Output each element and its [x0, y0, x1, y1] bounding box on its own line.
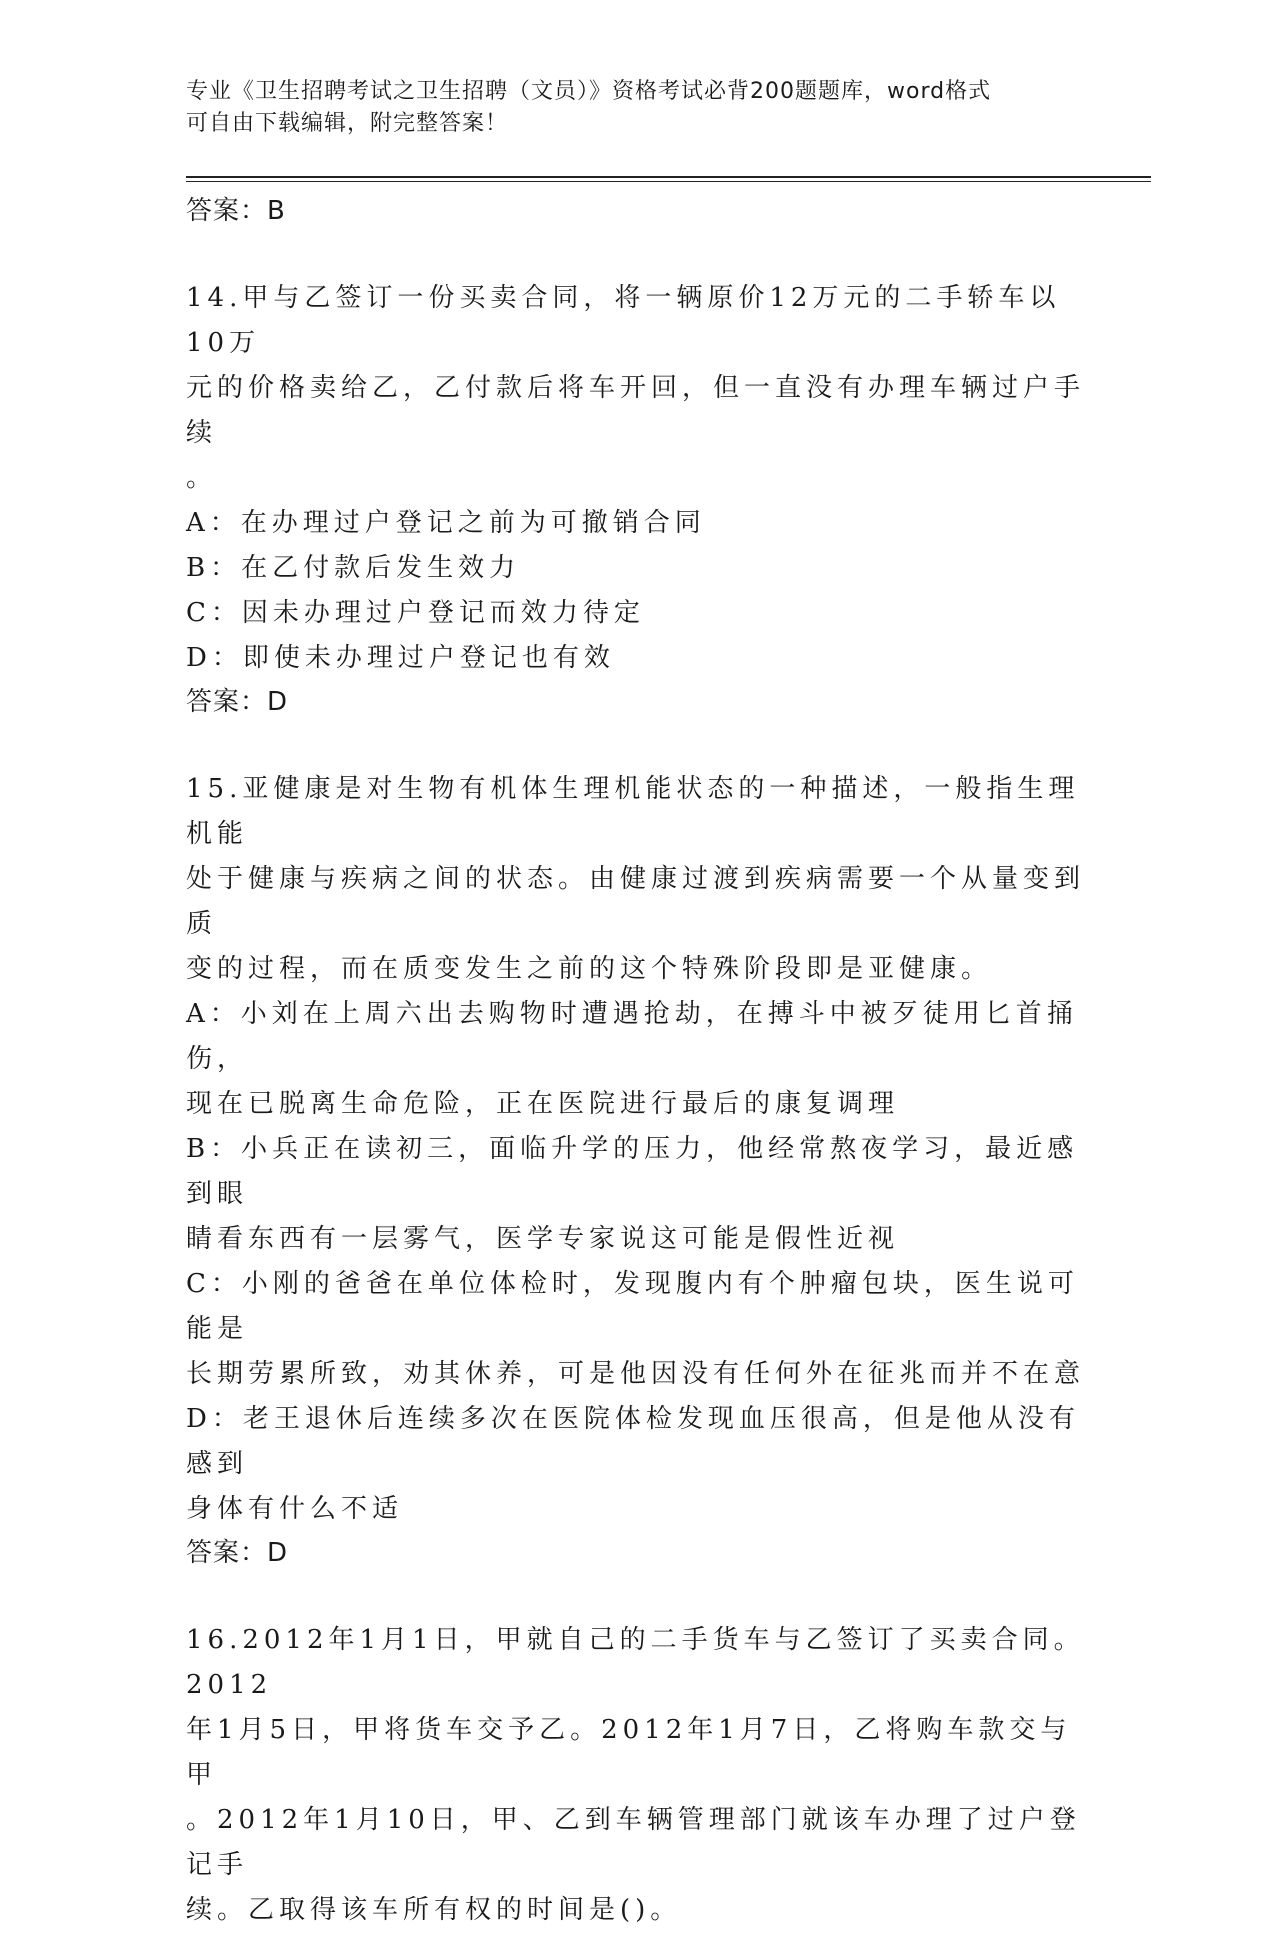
question-stem-line: 续。乙取得该车所有权的时间是()。 — [186, 1895, 682, 1925]
question-stem-line: 15.亚健康是对生物有机体生理机能状态的一种描述，一般指生理机能 — [186, 774, 1080, 849]
option-c-cont: 长期劳累所致，劝其休养，可是他因没有任何外在征兆而并不在意 — [186, 1359, 1086, 1389]
spacer — [186, 228, 1091, 276]
question-14 — [186, 276, 1091, 719]
header-rule — [186, 176, 1151, 178]
document-body — [186, 188, 1091, 1933]
question-stem-line: 变的过程，而在质变发生之前的这个特殊阶段即是亚健康。 — [186, 954, 993, 984]
answer: 答案：D — [186, 1538, 289, 1568]
option-b-cont: 睛看东西有一层雾气，医学专家说这可能是假性近视 — [186, 1224, 900, 1254]
question-stem-line: 。2012年1月10日，甲、乙到车辆管理部门就该车办理了过户登记手 — [186, 1805, 1081, 1880]
option-d: D：老王退休后连续多次在医院体检发现血压很高，但是他从没有感到 — [186, 1404, 1080, 1479]
question-stem-line: 年1月5日，甲将货车交予乙。2012年1月7日，乙将购车款交与甲 — [186, 1715, 1072, 1790]
previous-answer: 答案：B — [186, 196, 286, 226]
question-stem-line: 。 — [186, 463, 218, 493]
option-b: B：小兵正在读初三，面临升学的压力，他经常熬夜学习，最近感到眼 — [186, 1134, 1079, 1209]
option-d: D：即使未办理过户登记也有效 — [186, 643, 615, 673]
option-d-cont: 身体有什么不适 — [186, 1494, 404, 1524]
question-stem-line: 14.甲与乙签订一份买卖合同，将一辆原价12万元的二手轿车以10万 — [186, 283, 1061, 358]
spacer — [186, 719, 1091, 767]
question-stem-line: 处于健康与疾病之间的状态。由健康过渡到疾病需要一个从量变到质 — [186, 864, 1086, 939]
answer: 答案：D — [186, 687, 289, 717]
spacer — [186, 1570, 1091, 1618]
question-stem-line: 16.2012年1月1日，甲就自己的二手货车与乙签订了买卖合同。2012 — [186, 1625, 1085, 1700]
option-c: C：因未办理过户登记而效力待定 — [186, 598, 645, 628]
option-c: C：小刚的爸爸在单位体检时，发现腹内有个肿瘤包块，医生说可能是 — [186, 1269, 1079, 1344]
page-header — [186, 76, 1086, 140]
header-line-2: 可自由下载编辑，附完整答案！ — [186, 111, 509, 136]
option-b: B：在乙付款后发生效力 — [186, 553, 521, 583]
question-16 — [186, 1618, 1091, 1933]
option-a: A：小刘在上周六出去购物时遭遇抢劫，在搏斗中被歹徒用匕首捅伤， — [186, 999, 1078, 1074]
header-rule-thin — [186, 181, 1151, 182]
question-stem-line: 元的价格卖给乙，乙付款后将车开回，但一直没有办理车辆过户手续 — [186, 373, 1086, 448]
question-15 — [186, 767, 1091, 1570]
header-line-1: 专业《卫生招聘考试之卫生招聘（文员）》资格考试必背200题题库，word格式 — [186, 79, 992, 104]
option-a: A：在办理过户登记之前为可撤销合同 — [186, 508, 706, 538]
option-a-cont: 现在已脱离生命危险，正在医院进行最后的康复调理 — [186, 1089, 900, 1119]
